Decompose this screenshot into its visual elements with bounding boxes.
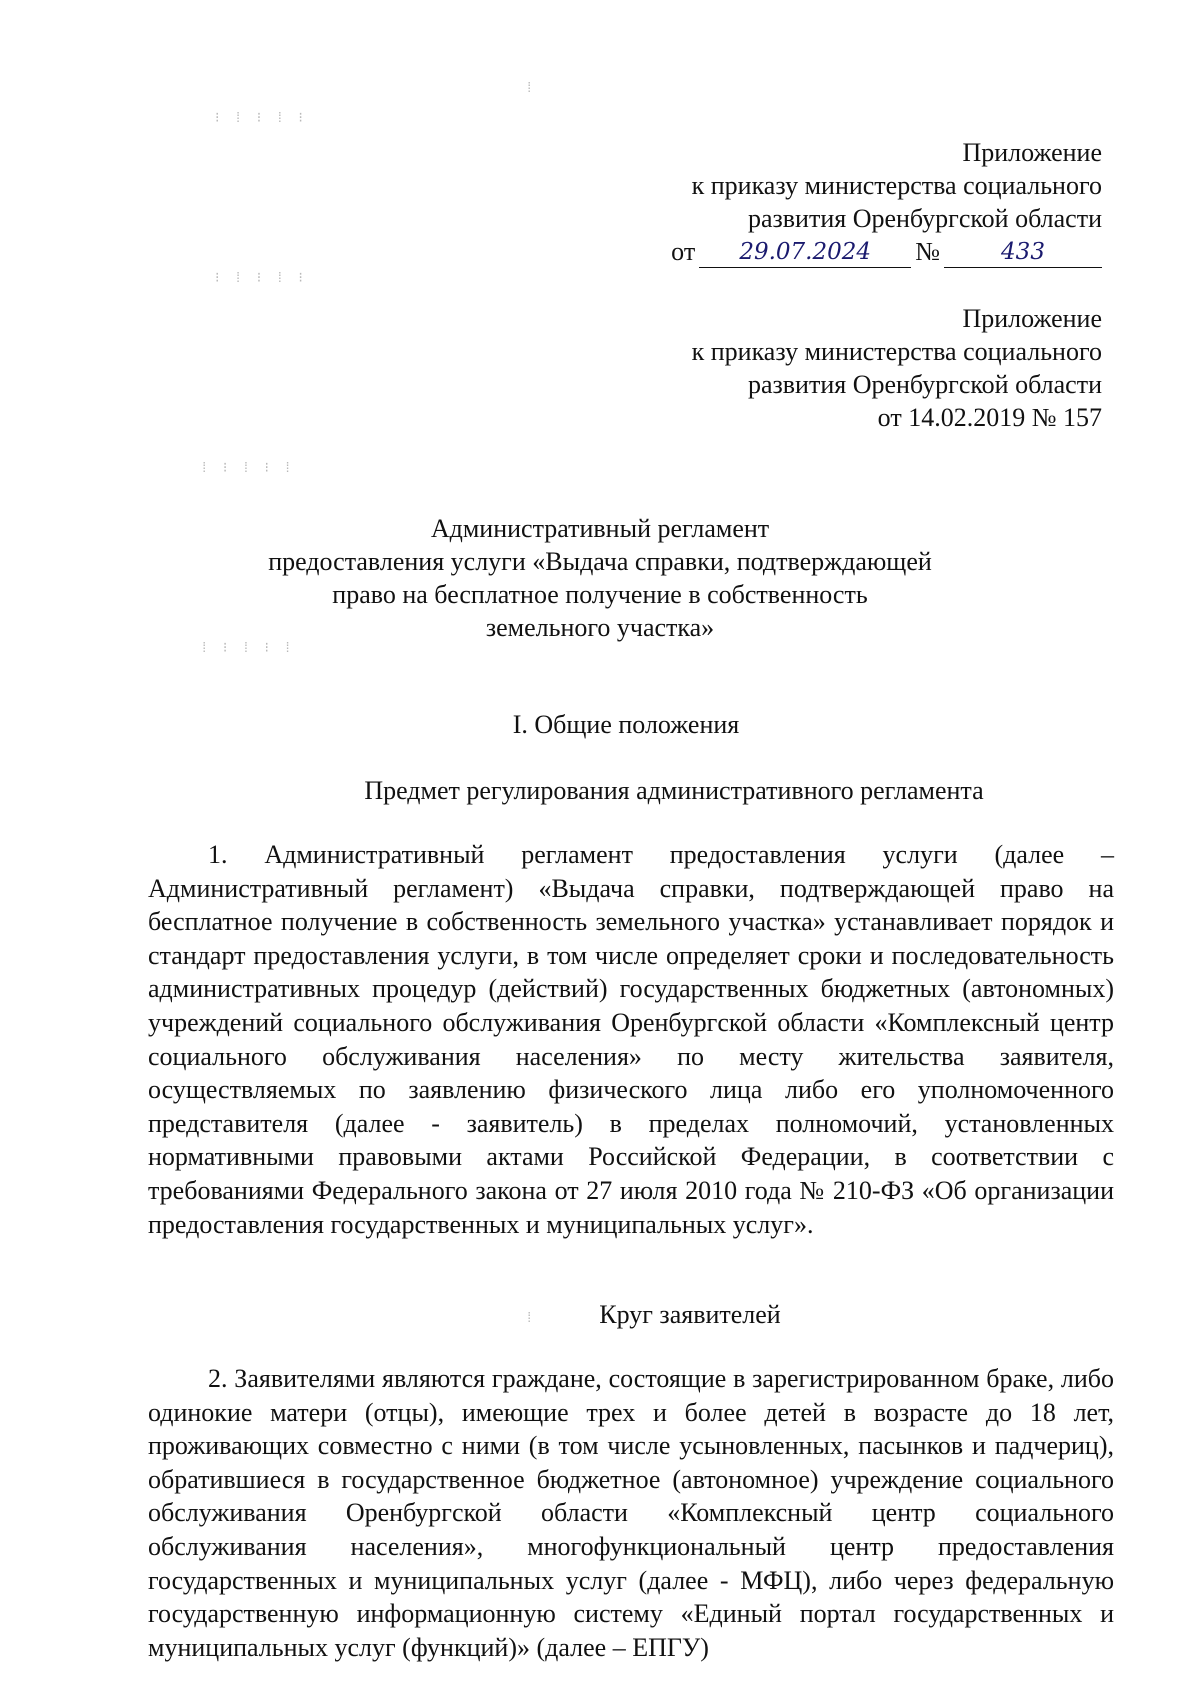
scan-artifact: ⁞ ⁝ ⁞ ⁝ ⁞: [200, 640, 295, 656]
scan-artifact: ⁝ ⁞ ⁝ ⁞ ⁝: [215, 110, 306, 126]
title-line-2: предоставления услуги «Выдача справки, подтверждающей: [268, 547, 932, 576]
scan-artifact: ⁞: [525, 1310, 537, 1326]
title-line-3: право на бесплатное получение в собственность: [332, 580, 868, 609]
paragraph-2: 2. Заявителями являются граждане, состоящие в зарегистрированном браке, либо одинокие матери (отцы), имеющие трех и более детей в возрасте до 18 лет, проживающих совместно с ними (в том числе усыновленных, пасынков и падчериц), обратившиеся в государственное бюджетное (автономное) учреждение социального обслуживания Оренбургской области «Комплексный центр социального обслуживания населения», многофункциональный центр предоставления государственных и муниципальных услуг (далее - МФЦ), либо через федеральную государственную информационную систему «Единый портал государственных и муниципальных услуг (функций)» (далее – ЕПГУ): [148, 1364, 1114, 1662]
appendix-ministry-line: развития Оренбургской области: [747, 370, 1102, 399]
appendix-label: Приложение: [962, 138, 1102, 167]
scan-artifact: ⁝ ⁞ ⁝ ⁞ ⁝: [215, 270, 306, 286]
section-heading: I. Общие положения: [512, 710, 740, 739]
handwritten-number: 433: [944, 238, 1102, 268]
appendix-order-line: к приказу министерства социального: [691, 337, 1102, 366]
from-label: от: [671, 237, 696, 266]
appendix-ministry-line: развития Оренбургской области: [747, 204, 1102, 233]
appendix-original: [692, 302, 1102, 434]
subject-heading: Предмет регулирования административного регламента: [364, 776, 984, 805]
title-line-4: земельного участка»: [485, 613, 715, 642]
paragraph-1: 1. Административный регламент предоставления услуги (далее – Административный регламент) «Выдача справки, подтверждающей право на бесплатное получение в собственность земельного участка» устанавливает порядок и стандарт предоставления услуги, в том числе определяет сроки и последовательность административных процедур (действий) государственных бюджетных (автономных) учреждений социального обслуживания Оренбургской области «Комплексный центр социального обслуживания населения» по месту жительства заявителя, осуществляемых по заявлению физического лица либо его уполномоченного представителя (далее - заявитель) в пределах полномочий, установленных нормативными правовыми актами Российской Федерации, в соответствии с требованиями Федерального закона от 27 июля 2010 года № 210-ФЗ «Об организации предоставления государственных и муниципальных услуг».: [148, 840, 1114, 1239]
order-date-number-line: [671, 235, 1102, 268]
appendix-order-line: к приказу министерства социального: [691, 171, 1102, 200]
document-title: [0, 512, 1200, 644]
appendix-current: [671, 136, 1102, 268]
handwritten-date: 29.07.2024: [699, 238, 911, 268]
title-line-1: Административный регламент: [430, 514, 770, 543]
applicants-heading: Круг заявителей: [599, 1300, 781, 1329]
appendix-date-number: от 14.02.2019 № 157: [877, 403, 1102, 432]
scan-artifact: ⁞ ⁝ ⁞ ⁝ ⁞: [200, 460, 295, 476]
number-label: №: [915, 237, 940, 266]
appendix-label: Приложение: [962, 304, 1102, 333]
scan-artifact: ⁞: [525, 80, 537, 96]
